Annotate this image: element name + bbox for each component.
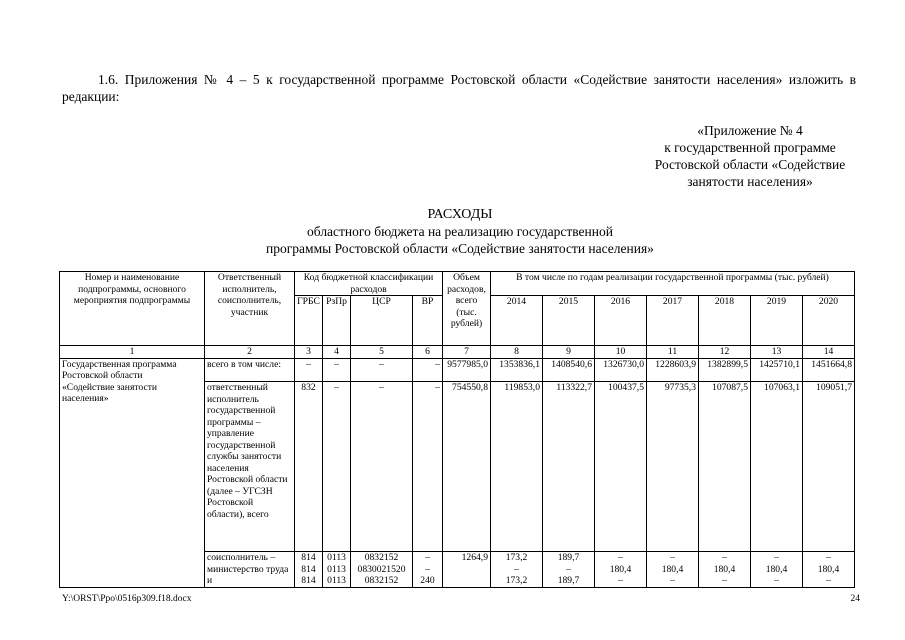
year-value: 180,4 bbox=[713, 563, 736, 575]
year-value-cell bbox=[803, 552, 855, 588]
csr-cell: – bbox=[351, 358, 413, 382]
volume-cell: 9577985,0 bbox=[443, 358, 491, 382]
table-row-total bbox=[60, 358, 855, 382]
title-line-3: программы Ростовской области «Содействие занятости населения» bbox=[266, 241, 654, 256]
header-year: 2019 bbox=[751, 296, 803, 346]
program-name-empty bbox=[60, 552, 205, 588]
program-name-part-2: «Содействие занятости населения» bbox=[60, 382, 205, 552]
rzpr-cell: – bbox=[323, 382, 351, 552]
year-value: 189,7 bbox=[557, 552, 580, 563]
column-number: 14 bbox=[803, 346, 855, 359]
vr-cell: – bbox=[413, 382, 443, 552]
year-value: 189,7 bbox=[557, 575, 580, 586]
header-grbs: ГРБС bbox=[295, 296, 323, 346]
column-number: 13 bbox=[751, 346, 803, 359]
vr-value: – bbox=[425, 552, 430, 563]
column-number: 10 bbox=[595, 346, 647, 359]
rzpr-value: 0113 bbox=[327, 563, 346, 575]
column-number: 2 bbox=[205, 346, 295, 359]
year-value: – bbox=[722, 575, 727, 586]
year-value: – bbox=[566, 563, 571, 575]
year-value-cell bbox=[699, 552, 751, 588]
title-line-2: областного бюджета на реализацию государственной bbox=[307, 224, 613, 239]
grbs-cell: – bbox=[295, 358, 323, 382]
year-value-cell: 1382899,5 bbox=[699, 358, 751, 382]
appendix-line-3: Ростовской области «Содействие bbox=[654, 157, 846, 172]
year-value: 173,2 bbox=[505, 575, 528, 586]
column-number: 11 bbox=[647, 346, 699, 359]
header-year: 2015 bbox=[543, 296, 595, 346]
header-vr: ВР bbox=[413, 296, 443, 346]
column-number: 7 bbox=[443, 346, 491, 359]
intro-paragraph: 1.6. Приложения № 4 – 5 к государственной программе Ростовской области «Содействие занятости населения» изложить в редакции: bbox=[62, 72, 856, 104]
year-value: – bbox=[722, 552, 727, 563]
year-value: 180,4 bbox=[609, 563, 632, 575]
header-year: 2014 bbox=[491, 296, 543, 346]
year-value: 173,2 bbox=[505, 552, 528, 563]
appendix-line-4: занятости населения» bbox=[687, 174, 813, 189]
header-row-1 bbox=[60, 272, 855, 296]
rzpr-value: 0113 bbox=[327, 552, 346, 563]
table-row-coexecutor bbox=[60, 552, 855, 588]
csr-value: 0832152 bbox=[364, 552, 399, 563]
column-number: 5 bbox=[351, 346, 413, 359]
year-value-cell: 113322,7 bbox=[543, 382, 595, 552]
year-value-cell: 1326730,0 bbox=[595, 358, 647, 382]
grbs-cell bbox=[295, 552, 323, 588]
rzpr-value: 0113 bbox=[327, 575, 346, 586]
expenses-table bbox=[59, 271, 855, 588]
column-number: 12 bbox=[699, 346, 751, 359]
csr-value: 0832152 bbox=[364, 575, 399, 586]
column-number: 6 bbox=[413, 346, 443, 359]
year-value-cell: 1451664,8 bbox=[803, 358, 855, 382]
program-name-part-1: Государственная программа Ростовской области bbox=[60, 358, 205, 382]
footer-file-path: Y:\ORST\Ppo\0516p309.f18.docx bbox=[62, 594, 192, 604]
header-volume: Объем расходов, всего (тыс. рублей) bbox=[443, 272, 491, 346]
header-year: 2020 bbox=[803, 296, 855, 346]
vr-cell bbox=[413, 552, 443, 588]
year-value-cell bbox=[543, 552, 595, 588]
vr-value: – bbox=[425, 563, 430, 575]
year-value-cell bbox=[751, 552, 803, 588]
year-value-cell: 100437,5 bbox=[595, 382, 647, 552]
year-value-cell: 1408540,6 bbox=[543, 358, 595, 382]
year-value-cell bbox=[491, 552, 543, 588]
year-value: 180,4 bbox=[765, 563, 788, 575]
year-value: – bbox=[670, 552, 675, 563]
year-value: – bbox=[774, 575, 779, 586]
grbs-cell: 832 bbox=[295, 382, 323, 552]
year-value-cell bbox=[595, 552, 647, 588]
column-number: 3 bbox=[295, 346, 323, 359]
executor-cell: соисполнитель – министерство труда и bbox=[205, 552, 295, 588]
year-value-cell: 97735,3 bbox=[647, 382, 699, 552]
appendix-line-2: к государственной программе bbox=[664, 140, 836, 155]
header-executor: Ответственный исполнитель, соисполнитель, участник bbox=[205, 272, 295, 346]
column-numbers-row bbox=[60, 346, 855, 359]
appendix-line-1: «Приложение № 4 bbox=[697, 123, 803, 138]
table-row-responsible bbox=[60, 382, 855, 552]
rzpr-cell bbox=[323, 552, 351, 588]
year-value: – bbox=[826, 575, 831, 586]
year-value-cell: 107087,5 bbox=[699, 382, 751, 552]
column-number: 9 bbox=[543, 346, 595, 359]
year-value-cell: 109051,7 bbox=[803, 382, 855, 552]
volume-cell: 754550,8 bbox=[443, 382, 491, 552]
year-value: – bbox=[618, 552, 623, 563]
grbs-value: 814 bbox=[301, 575, 316, 586]
year-value-cell: 1353836,1 bbox=[491, 358, 543, 382]
header-year: 2017 bbox=[647, 296, 699, 346]
year-value-cell: 119853,0 bbox=[491, 382, 543, 552]
csr-value: 0830021520 bbox=[357, 563, 406, 575]
year-value: – bbox=[514, 563, 519, 575]
header-budget-code: Код бюджетной классификации расходов bbox=[295, 272, 443, 296]
header-year: 2018 bbox=[699, 296, 751, 346]
year-value-cell: 1425710,1 bbox=[751, 358, 803, 382]
volume-cell: 1264,9 bbox=[443, 552, 491, 588]
title-heading: РАСХОДЫ bbox=[427, 207, 493, 222]
column-number: 8 bbox=[491, 346, 543, 359]
header-year: 2016 bbox=[595, 296, 647, 346]
year-value: 180,4 bbox=[817, 563, 840, 575]
year-value-cell: 1228603,9 bbox=[647, 358, 699, 382]
executor-cell: ответственный исполнитель государственной программы – управление государственной службы занятости населения Ростовской области (далее – УГСЗН Ростовской области), всего bbox=[205, 382, 295, 552]
column-number: 1 bbox=[60, 346, 205, 359]
vr-cell: – bbox=[413, 358, 443, 382]
column-number: 4 bbox=[323, 346, 351, 359]
rzpr-cell: – bbox=[323, 358, 351, 382]
year-value: – bbox=[618, 575, 623, 586]
grbs-value: 814 bbox=[301, 563, 316, 575]
year-value: – bbox=[670, 575, 675, 586]
appendix-reference bbox=[600, 122, 900, 190]
header-rzpr: РзПр bbox=[323, 296, 351, 346]
header-name: Номер и наименование подпрограммы, основного мероприятия подпрограммы bbox=[60, 272, 205, 346]
year-value: – bbox=[826, 552, 831, 563]
header-by-years: В том числе по годам реализации государственной программы (тыс. рублей) bbox=[491, 272, 855, 296]
vr-value: 240 bbox=[420, 575, 435, 586]
header-csr: ЦСР bbox=[351, 296, 413, 346]
footer-page-number: 24 bbox=[850, 594, 860, 604]
year-value: – bbox=[774, 552, 779, 563]
year-value: 180,4 bbox=[661, 563, 684, 575]
year-value-cell bbox=[647, 552, 699, 588]
year-value-cell: 107063,1 bbox=[751, 382, 803, 552]
table-title bbox=[200, 206, 720, 257]
executor-cell: всего в том числе: bbox=[205, 358, 295, 382]
csr-cell bbox=[351, 552, 413, 588]
grbs-value: 814 bbox=[301, 552, 316, 563]
csr-cell: – bbox=[351, 382, 413, 552]
